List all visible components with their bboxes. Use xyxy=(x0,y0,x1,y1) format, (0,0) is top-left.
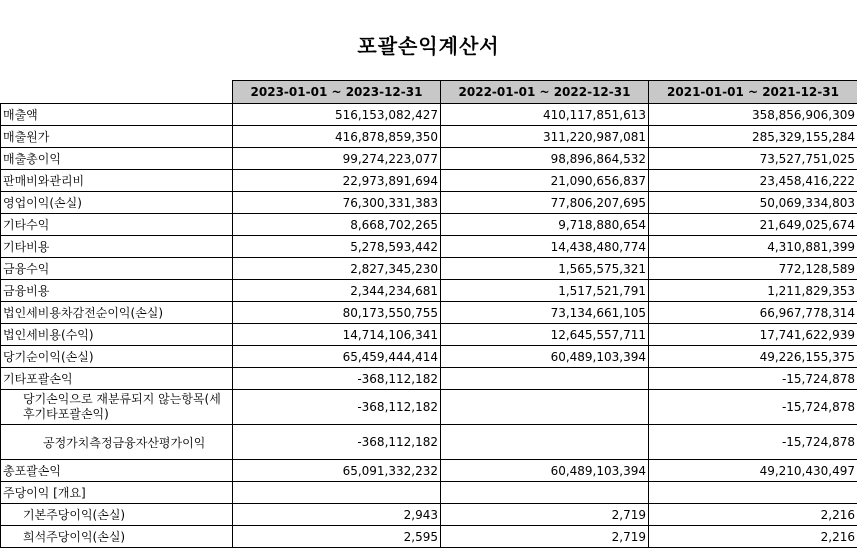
row-label: 매출원가 xyxy=(1,126,233,148)
value-2022: 311,220,987,081 xyxy=(441,126,649,148)
value-2021: 4,310,881,399 xyxy=(649,236,857,258)
table-row xyxy=(1,368,857,390)
table-row xyxy=(1,482,857,504)
value-2021: 21,649,025,674 xyxy=(649,214,857,236)
value-2022: 12,645,557,711 xyxy=(441,324,649,346)
table-row xyxy=(1,126,857,148)
table-row xyxy=(1,104,857,126)
table-row xyxy=(1,425,857,460)
value-2022 xyxy=(441,368,649,390)
row-label: 매출액 xyxy=(1,104,233,126)
row-label xyxy=(1,425,233,460)
value-2021: 1,211,829,353 xyxy=(649,280,857,302)
value-2021: 358,856,906,309 xyxy=(649,104,857,126)
value-2021: -15,724,878 xyxy=(649,425,857,460)
value-2022 xyxy=(441,482,649,504)
table-row xyxy=(1,460,857,482)
table-row xyxy=(1,214,857,236)
column-header-2022: 2022-01-01 ~ 2022-12-31 xyxy=(441,81,649,104)
value-2023: 22,973,891,694 xyxy=(233,170,441,192)
value-2023: 5,278,593,442 xyxy=(233,236,441,258)
row-label: 매출총이익 xyxy=(1,148,233,170)
row-label: 기타수익 xyxy=(1,214,233,236)
row-label: 금융비용 xyxy=(1,280,233,302)
row-label: 기타비용 xyxy=(1,236,233,258)
value-2021: 2,216 xyxy=(649,504,857,526)
value-2022: 60,489,103,394 xyxy=(441,460,649,482)
value-2023: 2,595 xyxy=(233,526,441,548)
value-2021 xyxy=(649,482,857,504)
row-label xyxy=(1,390,233,425)
header-row xyxy=(1,81,857,104)
value-2023: -368,112,182 xyxy=(233,390,441,425)
table-row xyxy=(1,504,857,526)
value-2023: 65,459,444,414 xyxy=(233,346,441,368)
value-2021: -15,724,878 xyxy=(649,390,857,425)
table-row xyxy=(1,258,857,280)
value-2022: 410,117,851,613 xyxy=(441,104,649,126)
value-2023: 80,173,550,755 xyxy=(233,302,441,324)
value-2021: 17,741,622,939 xyxy=(649,324,857,346)
value-2022 xyxy=(441,425,649,460)
value-2023: 8,668,702,265 xyxy=(233,214,441,236)
value-2022: 9,718,880,654 xyxy=(441,214,649,236)
row-label: 금융수익 xyxy=(1,258,233,280)
table-row xyxy=(1,346,857,368)
value-2023: 2,344,234,681 xyxy=(233,280,441,302)
table-row xyxy=(1,526,857,548)
value-2023: 14,714,106,341 xyxy=(233,324,441,346)
value-2023: -368,112,182 xyxy=(233,368,441,390)
row-label-text: 기본주당이익(손실) xyxy=(23,508,126,522)
value-2023: 65,091,332,232 xyxy=(233,460,441,482)
income-statement-table xyxy=(0,80,857,548)
value-2022: 21,090,656,837 xyxy=(441,170,649,192)
row-label: 판매비와관리비 xyxy=(1,170,233,192)
value-2022: 2,719 xyxy=(441,504,649,526)
row-label-text: 당기손익으로 재분류되지 않는항목(세후기타포괄손익) xyxy=(23,392,221,421)
value-2021: 23,458,416,222 xyxy=(649,170,857,192)
row-label xyxy=(1,526,233,548)
table-row xyxy=(1,236,857,258)
table-row xyxy=(1,170,857,192)
value-2022: 60,489,103,394 xyxy=(441,346,649,368)
value-2023: 2,827,345,230 xyxy=(233,258,441,280)
column-header-2021: 2021-01-01 ~ 2021-12-31 xyxy=(649,81,857,104)
row-label: 법인세비용(수익) xyxy=(1,324,233,346)
value-2021: -15,724,878 xyxy=(649,368,857,390)
value-2022: 73,134,661,105 xyxy=(441,302,649,324)
table-row xyxy=(1,390,857,425)
value-2021: 50,069,334,803 xyxy=(649,192,857,214)
row-label: 기타포괄손익 xyxy=(1,368,233,390)
value-2022: 14,438,480,774 xyxy=(441,236,649,258)
value-2023: 99,274,223,077 xyxy=(233,148,441,170)
row-label: 주당이익 [개요] xyxy=(1,482,233,504)
value-2021: 49,210,430,497 xyxy=(649,460,857,482)
value-2021: 66,967,778,314 xyxy=(649,302,857,324)
value-2021: 49,226,155,375 xyxy=(649,346,857,368)
row-label-text: 희석주당이익(손실) xyxy=(23,530,126,544)
table-row xyxy=(1,192,857,214)
header-blank-cell xyxy=(1,81,233,104)
value-2022: 2,719 xyxy=(441,526,649,548)
value-2022: 98,896,864,532 xyxy=(441,148,649,170)
value-2021: 285,329,155,284 xyxy=(649,126,857,148)
value-2021: 73,527,751,025 xyxy=(649,148,857,170)
row-label: 법인세비용차감전순이익(손실) xyxy=(1,302,233,324)
table-row xyxy=(1,148,857,170)
value-2021: 772,128,589 xyxy=(649,258,857,280)
column-header-2023: 2023-01-01 ~ 2023-12-31 xyxy=(233,81,441,104)
value-2023: -368,112,182 xyxy=(233,425,441,460)
value-2022: 77,806,207,695 xyxy=(441,192,649,214)
table-row xyxy=(1,302,857,324)
value-2023 xyxy=(233,482,441,504)
statement-title: 포괄손익계산서 xyxy=(357,34,500,58)
table-row xyxy=(1,280,857,302)
value-2023: 416,878,859,350 xyxy=(233,126,441,148)
row-label xyxy=(1,504,233,526)
value-2021: 2,216 xyxy=(649,526,857,548)
value-2023: 76,300,331,383 xyxy=(233,192,441,214)
row-label: 영업이익(손실) xyxy=(1,192,233,214)
table-row xyxy=(1,324,857,346)
row-label: 총포괄손익 xyxy=(1,460,233,482)
value-2022: 1,565,575,321 xyxy=(441,258,649,280)
row-label-text: 공정가치측정금융자산평가이익 xyxy=(43,435,206,450)
value-2023: 2,943 xyxy=(233,504,441,526)
value-2023: 516,153,082,427 xyxy=(233,104,441,126)
value-2022: 1,517,521,791 xyxy=(441,280,649,302)
value-2022 xyxy=(441,390,649,425)
row-label: 당기순이익(손실) xyxy=(1,346,233,368)
